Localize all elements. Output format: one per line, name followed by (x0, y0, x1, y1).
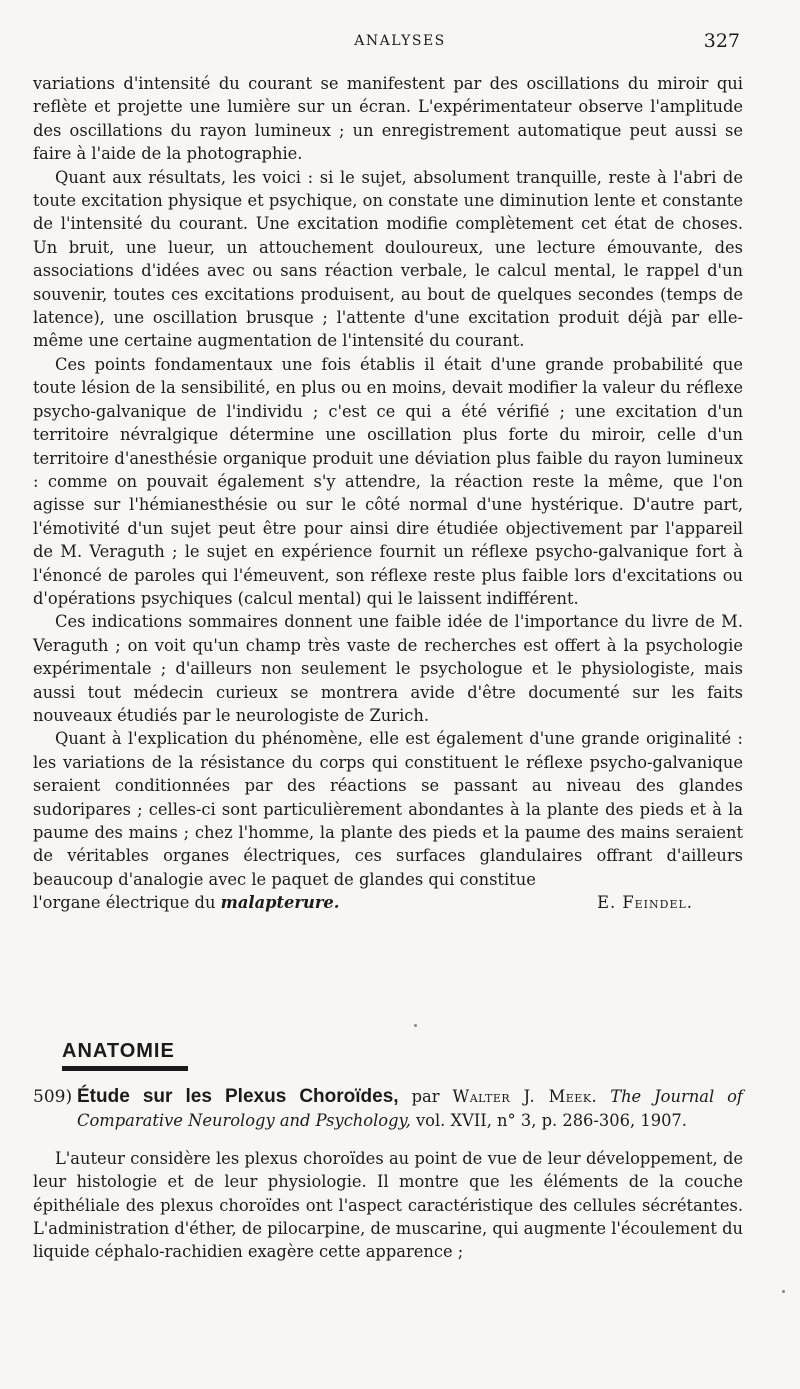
paragraph-4: Ces indications sommaires donnent une faible idée de l'importance du livre de M. Veraguth ; on voit qu'un champ très vaste de recherches est offert à la psychologie expérimentale ; d'ailleurs non seulement le psychologue et le physiologiste, mais aussi tout médecin curieux se montrera avide d'être documenté sur les faits nouveaux étudiés par le neurologiste de Zurich. (33, 612, 743, 725)
article-title: Étude sur les Plexus Choroïdes, (77, 1086, 399, 1107)
article-author: Walter J. Meek. (452, 1087, 598, 1106)
closing-text (33, 891, 339, 914)
article-entry (33, 1085, 743, 1264)
running-head (0, 30, 800, 54)
section-heading-underline (62, 1066, 188, 1071)
paragraph-1: variations d'intensité du courant se manifestent par des oscillations du miroir qui reflète et projette une lumière sur un écran. L'expérimentateur observe l'amplitude des oscillations du rayon lumineux ; un enregistrement automatique peut aussi se faire à l'aide de la photographie. (33, 74, 743, 164)
closing-words: l'organe électrique du (33, 893, 216, 913)
section-heading: ANATOMIE (62, 1040, 175, 1062)
review-body (33, 72, 743, 915)
review-author-signature: E. Feindel. (597, 893, 693, 913)
article-abstract: L'auteur considère les plexus choroïdes au point de vue de leur développement, de leur histologie et de leur physiologie. Il montre que les éléments de la couche épithéliale des plexus choroïdes ont l'aspect caractéristique des cellules sécrétantes. L'administration d'éther, de pilocarpine, de muscarine, qui augmente l'écoulement du liquide céphalo-rachidien exagère cette apparence ; (33, 1148, 743, 1262)
paragraph-3: Ces points fondamentaux une fois établis il était d'une grande probabilité que toute lésion de la sensibilité, en plus ou en moins, devait modifier la valeur du réflexe psycho-galvanique de l'individu ; c'est ce qui a été vérifié ; une excitation d'un territoire névralgique détermine une oscillation plus forte du miroir, celle d'un territoire d'anesthésie organique produit une déviation plus faible du rayon lumineux : comme on pouvait également s'y attendre, la réaction reste la même, que l'on agisse sur l'hémianesthésie ou sur le côté normal d'une hystérique. D'autre part, l'émotivité d'un sujet peut être pour ainsi dire étudiée objectivement par l'appareil de M. Veraguth ; le sujet en expérience fournit un réflexe psycho-galvanique fort à l'énoncé de paroles qui l'émeuvent, son réflexe reste plus faible lors d'excitations ou d'opérations psychiques (calcul mental) qui le laissent indifférent. (33, 354, 743, 608)
closing-italic-word: malapterure. (220, 893, 340, 913)
article-by: par (411, 1087, 440, 1106)
article-number: 509) (33, 1087, 73, 1107)
paragraph-2: Quant aux résultats, les voici : si le sujet, absolument tranquille, reste à l'abri de toute excitation physique et psychique, on constate une diminution lente et constante de l'intensité du courant. Une excitation modifie complètement cet état de choses. Un bruit, une lueur, un attouchement douloureux, une lecture émouvante, des associations d'idées avec ou sans réaction verbale, le calcul mental, le rappel d'un souvenir, toutes ces excitations produisent, au bout de quelques secondes (temps de latence), une oscillation brusque ; l'attente d'une excitation produit déjà par elle-même une certaine augmentation de l'intensité du courant. (33, 167, 743, 351)
ink-speck (414, 1024, 417, 1027)
paragraph-5 (33, 727, 743, 891)
paragraph-5-text: Quant à l'explication du phénomène, elle est également d'une grande originalité : les variations de la résistance du corps qui constituent le réflexe psycho-galvanique seraient conditionnées par des réactions se passant au niveau des glandes sudoripares ; celles-ci sont particulièrement abondantes à la plante des pieds et à la paume des mains ; chez l'homme, la plante des pieds et la paume des mains seraient de véritables organes électriques, ces surfaces glandulaires offrant d'ailleurs beaucoup d'analogie avec le paquet de glandes qui constitue (33, 729, 743, 889)
ink-speck (782, 1290, 785, 1293)
page-number: 327 (703, 30, 740, 52)
article-citation: vol. XVII, n° 3, p. 286-306, 1907. (415, 1111, 687, 1131)
closing-line (33, 891, 743, 914)
article-journal: The Journal of Comparative Neurology and Psychology, (77, 1087, 743, 1131)
article-reference (33, 1085, 743, 1133)
running-head-title: ANALYSES (354, 33, 446, 49)
